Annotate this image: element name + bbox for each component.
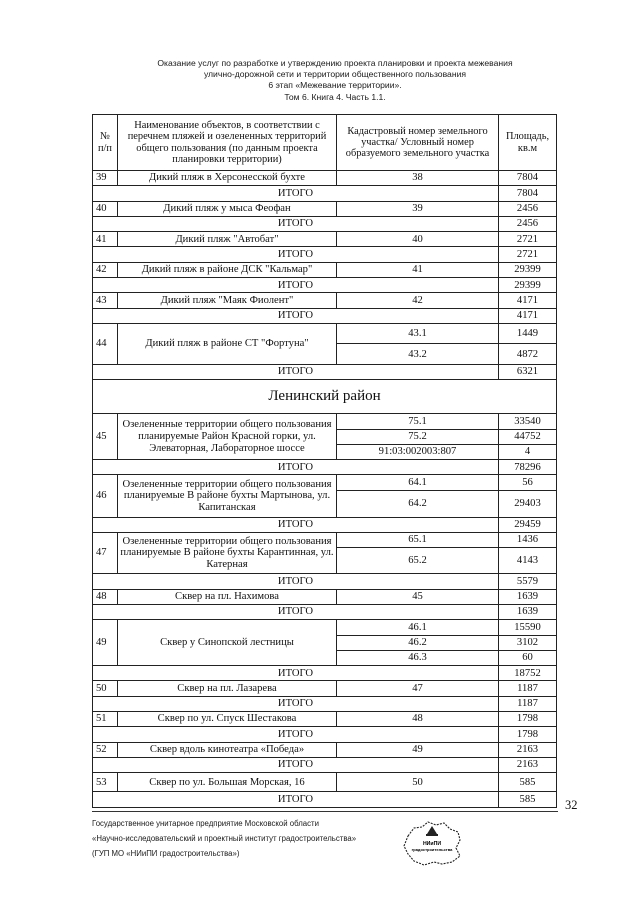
row-area: 4872: [499, 344, 557, 365]
col-header-name: Наименование объектов, в соответствии с перечнем пляжей и озелененных территорий общего пользования (по данным проекта планировки территории): [118, 115, 337, 171]
row-num: 51: [93, 712, 118, 727]
row-area: 1798: [499, 712, 557, 727]
table-row: [93, 742, 557, 757]
row-area: 1436: [499, 533, 557, 548]
table-row: [93, 262, 557, 277]
row-num: 41: [93, 232, 118, 247]
total-label: ИТОГО: [93, 364, 499, 379]
row-num: 52: [93, 742, 118, 757]
header-line-4: Том 6. Книга 4. Часть 1.1.: [284, 91, 386, 102]
row-cadastral: 40: [337, 232, 499, 247]
total-area: 2456: [499, 216, 557, 231]
table-row: [93, 773, 557, 792]
total-row: [93, 792, 557, 807]
institute-logo-icon: [400, 818, 464, 868]
table-row: [93, 414, 557, 429]
total-label: ИТОГО: [93, 517, 499, 532]
total-row: [93, 247, 557, 262]
table-row: [93, 620, 557, 635]
row-name: Дикий пляж в Херсонесской бухте: [118, 171, 337, 186]
land-plots-table: [92, 114, 557, 808]
row-num: 39: [93, 171, 118, 186]
total-label: ИТОГО: [93, 727, 499, 742]
row-name: Дикий пляж "Автобат": [118, 232, 337, 247]
table-row: [93, 201, 557, 216]
row-cadastral: 46.1: [337, 620, 499, 635]
row-area: 56: [499, 475, 557, 490]
total-area: 1639: [499, 604, 557, 619]
total-row: [93, 517, 557, 532]
row-cadastral: 65.1: [337, 533, 499, 548]
row-cadastral: 49: [337, 742, 499, 757]
total-label: ИТОГО: [93, 757, 499, 772]
total-row: [93, 460, 557, 475]
total-label: ИТОГО: [93, 574, 499, 589]
row-name: Озелененные территории общего пользования планируемые Район Красной горки, ул. Элеваторная, Лабораторное шоссе: [118, 414, 337, 460]
row-num: 45: [93, 414, 118, 460]
total-row: [93, 696, 557, 711]
row-num: 47: [93, 533, 118, 574]
row-name: Сквер по ул. Спуск Шестакова: [118, 712, 337, 727]
total-label: ИТОГО: [93, 247, 499, 262]
total-area: 4171: [499, 308, 557, 323]
row-cadastral: 46.2: [337, 635, 499, 650]
table-row: [93, 533, 557, 548]
row-cadastral: 65.2: [337, 548, 499, 574]
row-name: Озелененные территории общего пользования планируемые В районе бухты Мартынова, ул. Капитанская: [118, 475, 337, 517]
total-label: ИТОГО: [93, 696, 499, 711]
total-area: 5579: [499, 574, 557, 589]
row-area: 29403: [499, 490, 557, 517]
total-area: 1798: [499, 727, 557, 742]
total-row: [93, 604, 557, 619]
row-cadastral: 75.1: [337, 414, 499, 429]
row-area: 15590: [499, 620, 557, 635]
row-num: 44: [93, 323, 118, 364]
total-label: ИТОГО: [93, 216, 499, 231]
row-name: Сквер вдоль кинотеатра «Победа»: [118, 742, 337, 757]
row-cadastral: 91:03:002003:807: [337, 444, 499, 459]
table-row: [93, 293, 557, 308]
row-area: 4171: [499, 293, 557, 308]
footer-line-3: (ГУП МО «НИиПИ градостроительства»): [92, 849, 240, 859]
row-area: 3102: [499, 635, 557, 650]
row-area: 7804: [499, 171, 557, 186]
footer-line-2: «Научно-исследовательский и проектный институт градостроительства»: [92, 834, 357, 844]
row-cadastral: 39: [337, 201, 499, 216]
header-line-2: улично-дорожной сети и территории общественного пользования: [203, 69, 467, 80]
row-name: Дикий пляж у мыса Феофан: [118, 201, 337, 216]
table-row: [93, 589, 557, 604]
row-name: Сквер на пл. Лазарева: [118, 681, 337, 696]
row-area: 2721: [499, 232, 557, 247]
total-row: [93, 757, 557, 772]
row-cadastral: 50: [337, 773, 499, 792]
district-title: Ленинский район: [93, 380, 557, 414]
row-area: 585: [499, 773, 557, 792]
row-area: 1639: [499, 589, 557, 604]
row-num: 48: [93, 589, 118, 604]
row-cadastral: 64.1: [337, 475, 499, 490]
table-row: [93, 323, 557, 344]
row-name: Дикий пляж "Маяк Фиолент": [118, 293, 337, 308]
row-cadastral: 47: [337, 681, 499, 696]
row-cadastral: 64.2: [337, 490, 499, 517]
footer-divider: [92, 811, 558, 812]
col-header-num: № п/п: [93, 115, 118, 171]
total-row: [93, 278, 557, 293]
total-area: 2721: [499, 247, 557, 262]
total-area: 7804: [499, 186, 557, 201]
total-row: [93, 364, 557, 379]
total-area: 29399: [499, 278, 557, 293]
page-number: 32: [565, 798, 578, 812]
footer-line-1: Государственное унитарное предприятие Московской области: [92, 819, 319, 828]
row-area: 1449: [499, 323, 557, 344]
row-area: 60: [499, 650, 557, 665]
total-label: ИТОГО: [93, 308, 499, 323]
row-num: 49: [93, 620, 118, 666]
total-label: ИТОГО: [93, 792, 499, 807]
row-area: 2163: [499, 742, 557, 757]
total-row: [93, 186, 557, 201]
total-area: 2163: [499, 757, 557, 772]
row-area: 4143: [499, 548, 557, 574]
row-area: 4: [499, 444, 557, 459]
row-cadastral: 38: [337, 171, 499, 186]
total-area: 1187: [499, 696, 557, 711]
total-area: 29459: [499, 517, 557, 532]
total-area: 585: [499, 792, 557, 807]
row-num: 53: [93, 773, 118, 792]
total-row: [93, 727, 557, 742]
logo-text-1: НИиПИ: [422, 841, 442, 847]
header-line-3: 6 этап «Межевание территории».: [268, 80, 402, 91]
total-row: [93, 666, 557, 681]
row-cadastral: 43.1: [337, 323, 499, 344]
total-area: 18752: [499, 666, 557, 681]
total-label: ИТОГО: [93, 666, 499, 681]
total-row: [93, 574, 557, 589]
row-name: Сквер у Синопской лестницы: [118, 620, 337, 666]
row-name: Дикий пляж в районе ДСК "Кальмар": [118, 262, 337, 277]
row-area: 44752: [499, 429, 557, 444]
document-header: [150, 58, 520, 103]
row-name: Озелененные территории общего пользования планируемые В районе бухты Карантинная, ул. Катерная: [118, 533, 337, 574]
table-row: [93, 712, 557, 727]
row-cadastral: 75.2: [337, 429, 499, 444]
row-num: 46: [93, 475, 118, 517]
total-area: 6321: [499, 364, 557, 379]
row-area: 1187: [499, 681, 557, 696]
row-cadastral: 48: [337, 712, 499, 727]
row-area: 29399: [499, 262, 557, 277]
total-label: ИТОГО: [93, 604, 499, 619]
total-row: [93, 308, 557, 323]
row-num: 40: [93, 201, 118, 216]
total-label: ИТОГО: [93, 460, 499, 475]
row-num: 50: [93, 681, 118, 696]
row-cadastral: 41: [337, 262, 499, 277]
total-label: ИТОГО: [93, 278, 499, 293]
col-header-area: Площадь, кв.м: [499, 115, 557, 171]
table-row: [93, 232, 557, 247]
row-num: 42: [93, 262, 118, 277]
row-name: Сквер на пл. Нахимова: [118, 589, 337, 604]
document-footer: [92, 816, 392, 862]
table-header-row: [93, 115, 557, 171]
logo-text-2: градостроительства: [411, 847, 453, 852]
row-cadastral: 43.2: [337, 344, 499, 365]
row-num: 43: [93, 293, 118, 308]
total-area: 78296: [499, 460, 557, 475]
table-row: [93, 475, 557, 490]
row-area: 33540: [499, 414, 557, 429]
row-area: 2456: [499, 201, 557, 216]
row-name: Сквер по ул. Большая Морская, 16: [118, 773, 337, 792]
row-cadastral: 46.3: [337, 650, 499, 665]
total-row: [93, 216, 557, 231]
total-label: ИТОГО: [93, 186, 499, 201]
col-header-cadastral: Кадастровый номер земельного участка/ Условный номер образуемого земельного участка: [337, 115, 499, 171]
row-cadastral: 42: [337, 293, 499, 308]
table-row: [93, 681, 557, 696]
row-name: Дикий пляж в районе СТ "Фортуна": [118, 323, 337, 364]
district-row: [93, 380, 557, 414]
row-cadastral: 45: [337, 589, 499, 604]
header-line-1: Оказание услуг по разработке и утверждению проекта планировки и проекта межевания: [157, 58, 513, 68]
table-row: [93, 171, 557, 186]
